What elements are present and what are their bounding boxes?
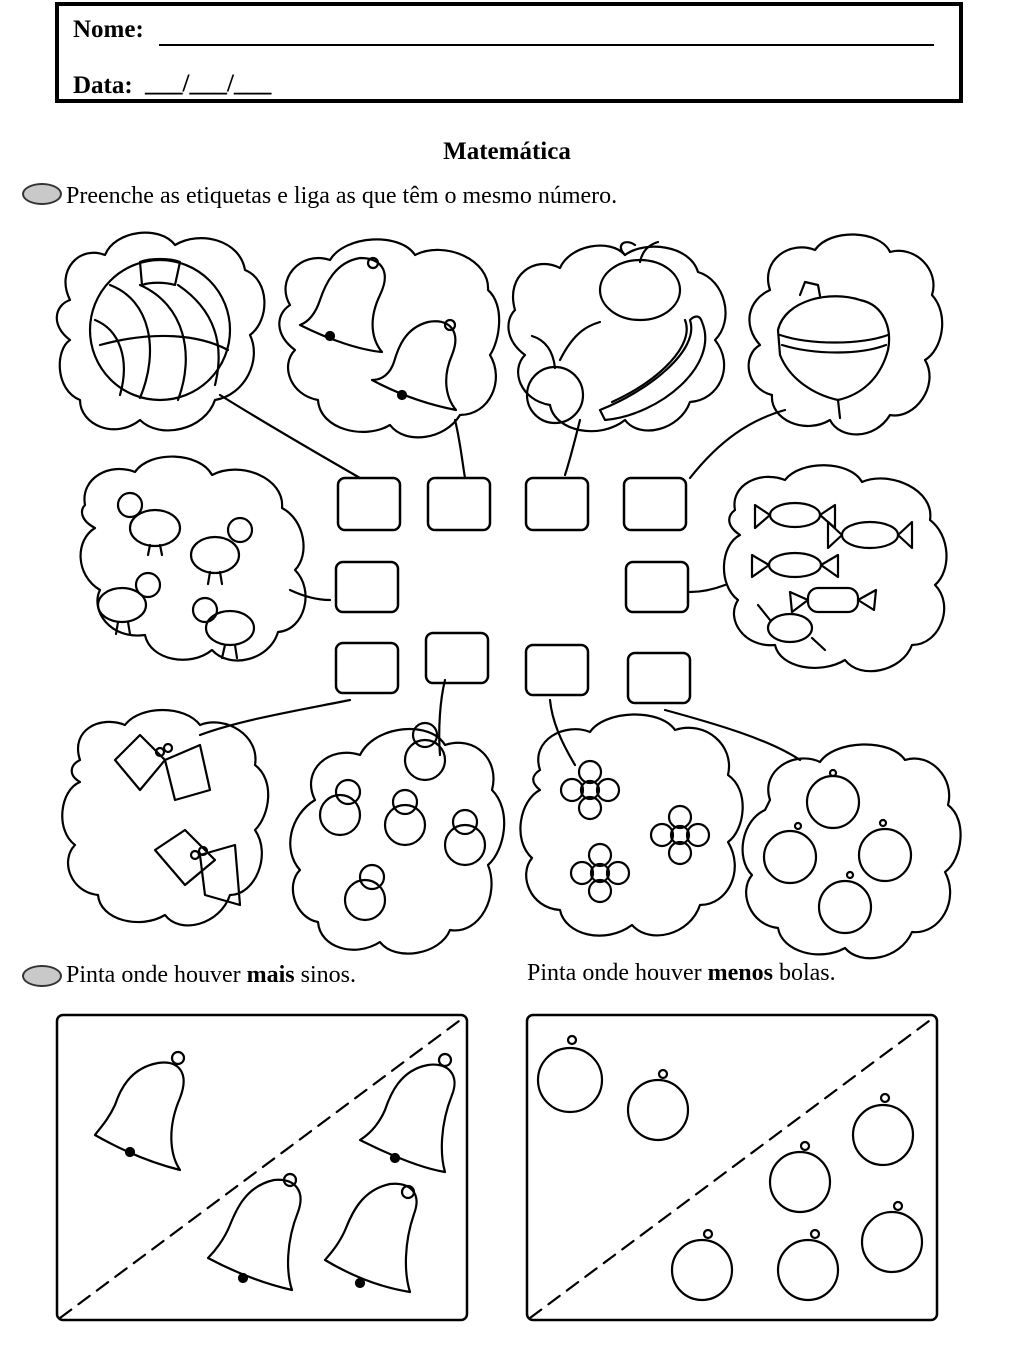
snowman-icon — [320, 780, 360, 835]
ornament-icon — [538, 1036, 602, 1112]
candy-icon — [790, 588, 876, 612]
answer-box — [626, 562, 688, 612]
cloud-candies — [724, 465, 947, 671]
instruction-emphasis: mais — [246, 962, 295, 988]
exercise-2-left-instruction — [66, 962, 356, 989]
flower-icon — [571, 844, 629, 902]
ornament-icon — [853, 1094, 913, 1165]
answer-box — [428, 478, 490, 530]
page-title: Matemática — [443, 138, 571, 165]
bell-icon — [208, 1174, 301, 1290]
snowman-icon — [445, 810, 485, 865]
instruction-text: Pinta onde houver — [66, 962, 247, 988]
answer-box — [526, 645, 588, 695]
ornament-icon — [819, 872, 871, 933]
answer-box — [336, 562, 398, 612]
chick-icon — [193, 598, 254, 658]
answer-box — [426, 633, 488, 683]
orange-icon — [527, 322, 600, 423]
cloud-snowmen — [290, 729, 504, 954]
ornament-icon — [672, 1230, 732, 1300]
snowman-icon — [385, 790, 425, 845]
instruction-text: sinos. — [294, 962, 356, 988]
bell-icon — [300, 258, 385, 352]
ornament-icon — [862, 1202, 922, 1272]
answer-box — [628, 653, 690, 703]
cloud-ornaments — [743, 744, 961, 958]
bell-icon — [372, 320, 456, 410]
spinning-top-icon — [778, 282, 889, 418]
bell-icon — [325, 1184, 417, 1292]
cloud-bells — [279, 239, 499, 437]
exercise-2-right-instruction — [527, 960, 836, 987]
ornament-icon — [764, 823, 816, 883]
exercise-2-bullet — [22, 965, 62, 987]
answer-box — [526, 478, 588, 530]
cloud-holly — [62, 710, 268, 925]
candy-icon — [755, 503, 835, 528]
candy-icon — [828, 522, 912, 548]
bell-icon — [95, 1052, 184, 1170]
chick-icon — [118, 493, 180, 555]
chick-icon — [191, 518, 252, 584]
cloud-flowers — [520, 714, 742, 935]
ornament-icon — [770, 1142, 830, 1212]
candy-icon — [752, 553, 838, 577]
date-label: Data: — [73, 72, 133, 99]
flower-icon — [561, 761, 619, 819]
holly-icon — [115, 735, 240, 905]
exercise-1-instruction: Preenche as etiquetas e liga as que têm o mesmo número. — [66, 183, 618, 209]
ornament-icon — [807, 770, 859, 828]
ornament-icon — [778, 1230, 838, 1300]
cloud-chicks — [81, 457, 306, 661]
instruction-text: bolas. — [772, 960, 836, 986]
instruction-emphasis: menos — [707, 960, 773, 986]
apple-icon — [600, 242, 680, 320]
bell-icon — [360, 1054, 455, 1172]
snowman-icon — [345, 865, 385, 920]
ornament-icon — [628, 1070, 688, 1140]
ball-icon — [90, 259, 230, 400]
name-label: Nome: — [73, 16, 144, 43]
instruction-text: Pinta onde houver — [527, 960, 708, 986]
answer-boxes — [336, 478, 690, 703]
answer-box — [336, 643, 398, 693]
answer-box — [338, 478, 400, 530]
ornament-icon — [859, 820, 911, 881]
date-field[interactable]: ___/___/___ — [145, 70, 272, 97]
flower-icon — [651, 806, 709, 864]
answer-box — [624, 478, 686, 530]
